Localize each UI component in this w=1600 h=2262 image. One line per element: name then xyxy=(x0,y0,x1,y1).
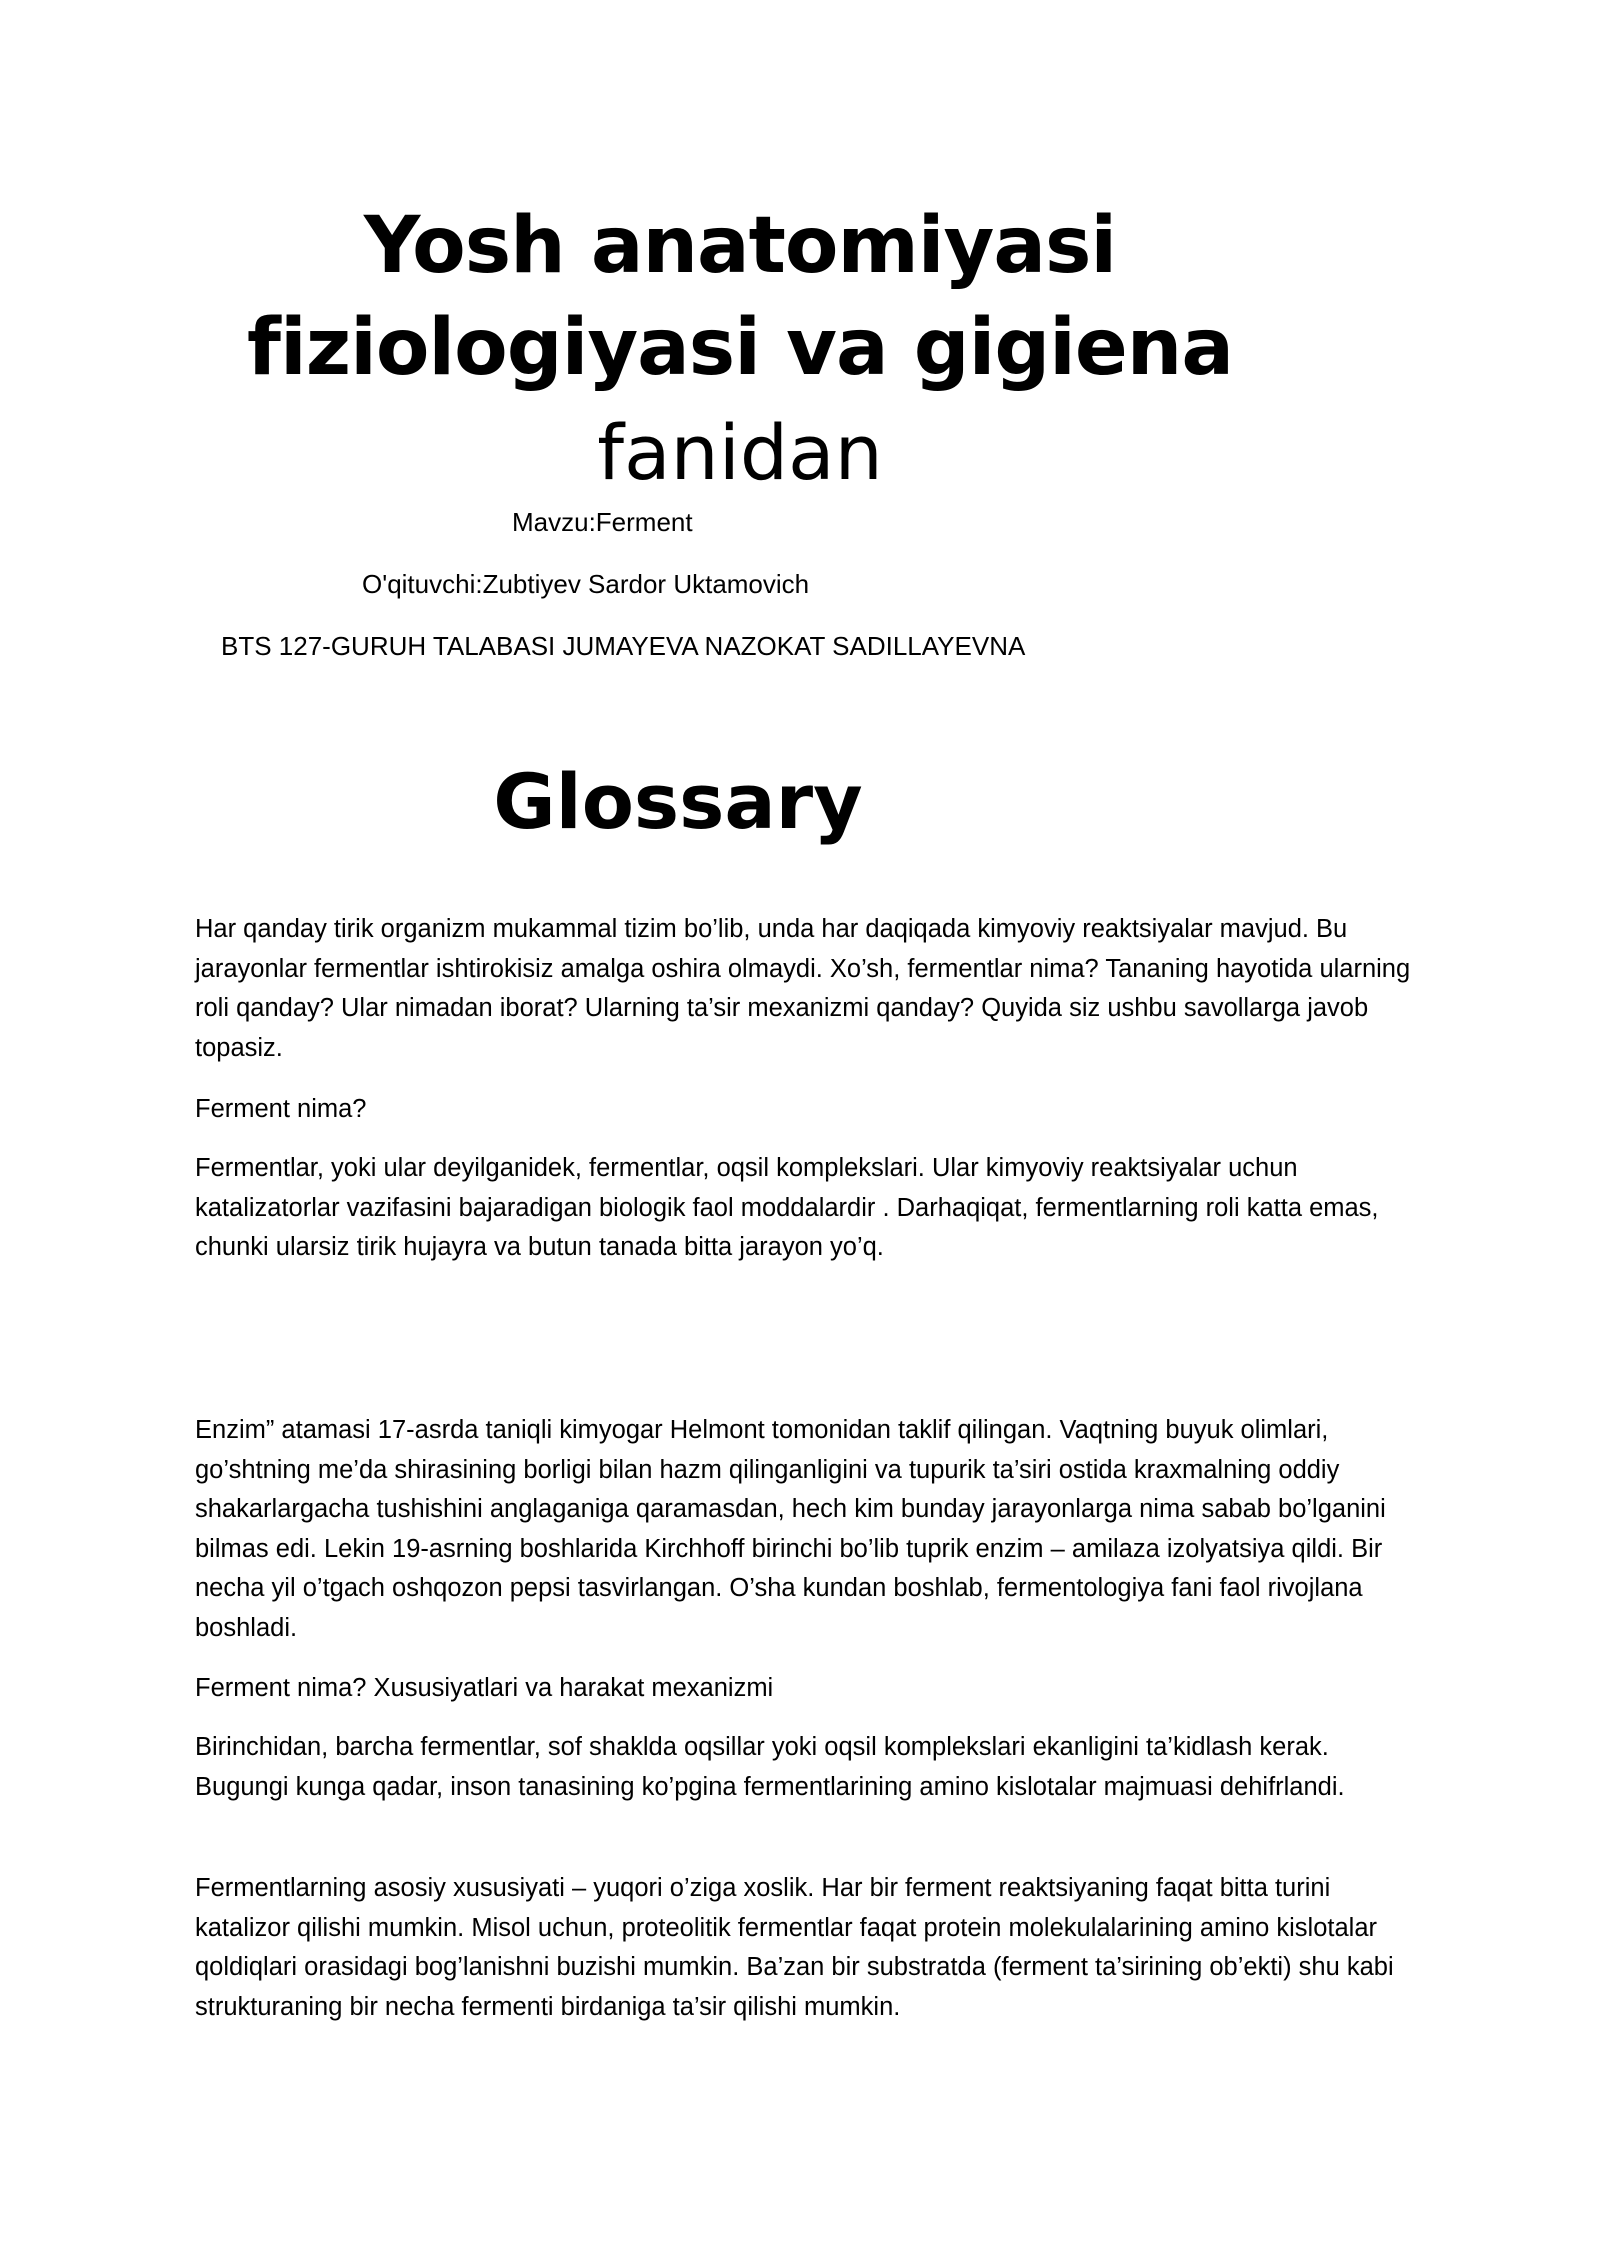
document-title-line-1: Yosh anatomiyasi xyxy=(363,201,1117,291)
paragraph-subheading: Ferment nima? Xususiyatlari va harakat mexanizmi xyxy=(195,1674,774,1702)
section-heading-glossary: Glossary xyxy=(493,757,863,846)
document-title-line-2: fiziologiyasi va gigiena xyxy=(247,303,1233,393)
paragraph-specificity: Fermentlarning asosiy xususiyati – yuqori o’ziga xoslik. Har bir ferment reaktsiyaning faqat bitta turini katalizor qilishi mumkin. Misol uchun, proteolitik fermentlar faqat protein molekulalarining amino kislotalar qoldiqlari orasidagi bog’lanishni buzishi mumkin. Ba’zan bir substratda (ferment ta’sirining ob’ekti) shu kabi strukturaning bir necha fermenti birdaniga ta’sir qilishi mumkin. xyxy=(195,1874,1394,2021)
paragraph-composition: Birinchidan, barcha fermentlar, sof shaklda oqsillar yoki oqsil komplekslari ekanligini ta’kidlash kerak. Bugungi kunga qadar, inson tanasining ko’pgina fermentlarining amino kislotalar majmuasi dehifrlandi. xyxy=(195,1733,1345,1801)
paragraph-intro: Har qanday tirik organizm mukammal tizim bo’lib, unda har daqiqada kimyoviy reaktsiyalar mavjud. Bu jarayonlar fermentlar ishtirokisiz amalga oshira olmaydi. Xo’sh, fermentlar nima? Tananing hayotida ularning roli qanday? Ular nimadan iborat? Ularning ta’sir mexanizmi qanday? Quyida siz ushbu savollarga javob topasiz. xyxy=(195,915,1411,1062)
paragraph-history: Enzim” atamasi 17-asrda taniqli kimyogar Helmont tomonidan taklif qilingan. Vaqtning buyuk olimlari, go’shtning me’da shirasining borligi bilan hazm qilinganligini va tupurik ta’siri ostida kraxmalning oddiy shakarlargacha tushishini anglaganiga qaramasdan, hech kim bunday jarayonlarga nima sabab bo’lganini bilmas edi. Lekin 19-asrning boshlarida Kirchhoff birinchi bo’lib tuprik enzim – amilaza izolyatsiya qildi. Bir necha yil o’tgach oshqozon pepsi tasvirlangan. O’sha kundan boshlab, fermentologiya fani faol rivojlana boshladi. xyxy=(195,1416,1386,1642)
student-line: BTS 127-GURUH TALABASI JUMAYEVA NAZOKAT SADILLAYEVNA xyxy=(221,631,1026,661)
teacher-line: O'qituvchi:Zubtiyev Sardor Uktamovich xyxy=(362,569,810,599)
paragraph-question: Ferment nima? xyxy=(195,1095,367,1123)
document-subtitle: fanidan xyxy=(597,408,883,497)
paragraph-definition: Fermentlar, yoki ular deyilganidek, fermentlar, oqsil komplekslari. Ular kimyoviy reaktsiyalar uchun katalizatorlar vazifasini bajaradigan biologik faol moddalardir . Darhaqiqat, fermentlarning roli katta emas, chunki ularsiz tirik hujayra va butun tanada bitta jarayon yo’q. xyxy=(195,1154,1379,1261)
topic-line: Mavzu:Ferment xyxy=(512,507,693,537)
